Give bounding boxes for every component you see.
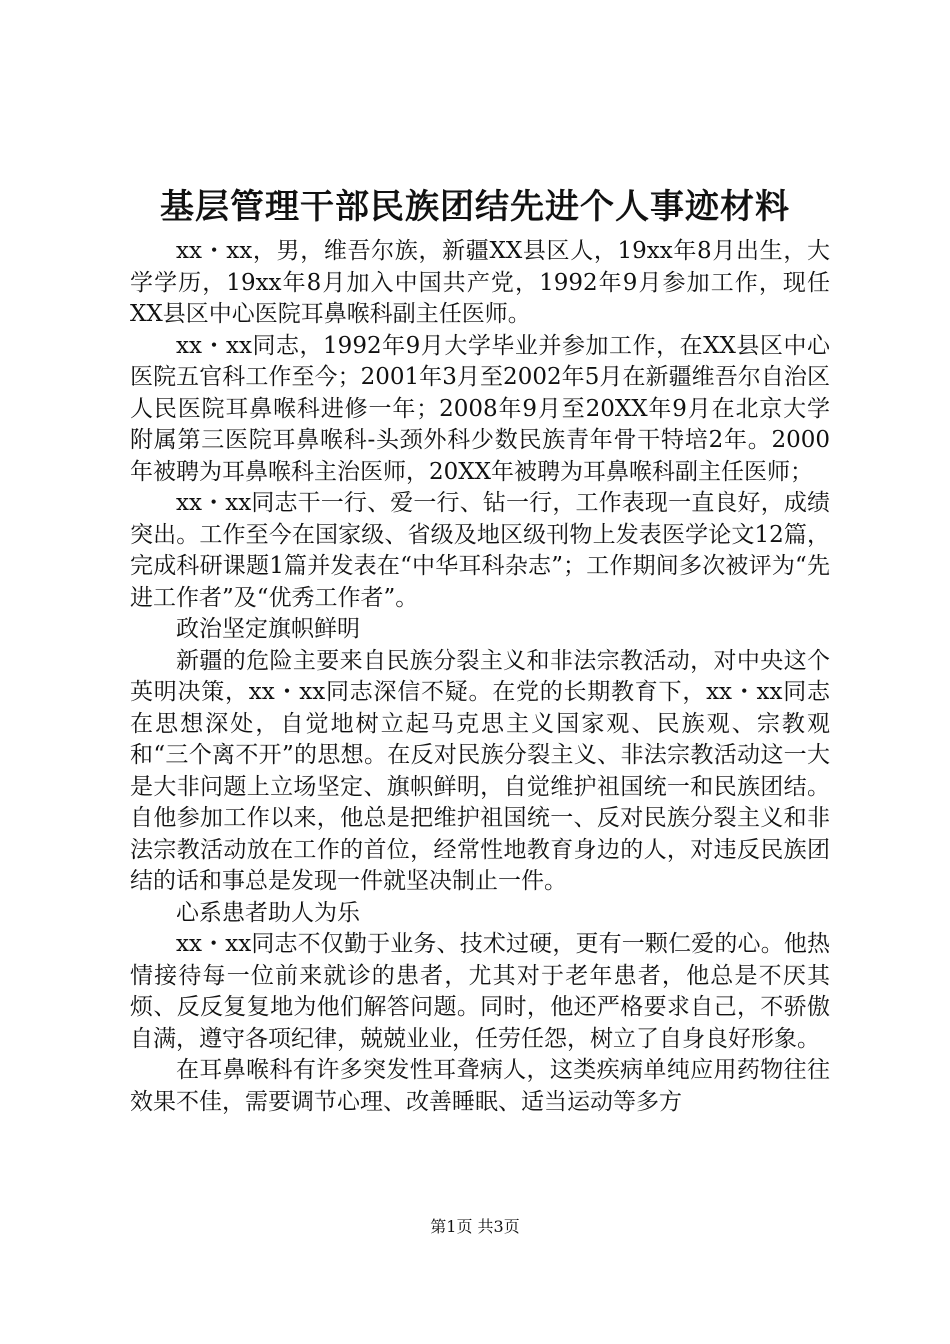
paragraph-basic-info: xx・xx，男，维吾尔族，新疆XX县区人，19xx年8月出生，大学学历，19xx年8月加入中国共产党，1992年9月参加工作，现任XX县区中心医院耳鼻喉科副主任医师。 [130, 238, 830, 327]
paragraph-achievements: xx・xx同志干一行、爱一行、钻一行，工作表现一直良好，成绩突出。工作至今在国家级、省级及地区级刊物上发表医学论文12篇，完成科研课题1篇并发表在“中华耳科杂志”；工作期间多次被评为“先进工作者”及“优秀工作者”。 [130, 490, 830, 611]
section-heading-political: 政治坚定旗帜鲜明 [176, 616, 360, 642]
section-heading-patients: 心系患者助人为乐 [176, 899, 360, 926]
paragraph-political: 新疆的危险主要来自民族分裂主义和非法宗教活动，对中央这个英明决策，xx・xx同志深信不疑。在党的长期教育下，xx・xx同志在思想深处，自觉地树立起马克思主义国家观、民族观、宗教观和“三个离不开”的思想。在反对民族分裂主义、非法宗教活动这一大是大非问题上立场坚定、旗帜鲜明，自觉维护祖国统一和民族团结。自他参加工作以来，他总是把维护祖国统一、反对民族分裂主义和非法宗教活动放在工作的首位，经常性地教育身边的人，对违反民族团结的话和事总是发现一件就坚决制止一件。 [130, 647, 830, 894]
paragraph-patients: xx・xx同志不仅勤于业务、技术过硬，更有一颗仁爱的心。他热情接待每一位前来就诊的患者，尤其对于老年患者，他总是不厌其烦、反反复复地为他们解答问题。同时，他还严格要求自己，不骄傲自满，遵守各项纪律，兢兢业业，任劳任怨，树立了自身良好形象。 [130, 931, 830, 1052]
paragraph-hearing-loss: 在耳鼻喉科有许多突发性耳聋病人，这类疾病单纯应用药物往往效果不佳，需要调节心理、改善睡眠、适当运动等多方 [130, 1057, 830, 1115]
page-footer: 第1页 共3页 [430, 1217, 520, 1236]
paragraph-work-history: xx・xx同志，1992年9月大学毕业并参加工作，在XX县区中心医院五官科工作至今；2001年3月至2002年5月在新疆维吾尔自治区人民医院耳鼻喉科进修一年；2008年9月至20XX年9月在北京大学附属第三医院耳鼻喉科-头颈外科少数民族青年骨干特培2年。2000年被聘为耳鼻喉科主治医师，20XX年被聘为耳鼻喉科副主任医师； [130, 332, 830, 485]
document-body [130, 236, 830, 1118]
document-title: 基层管理干部民族团结先进个人事迹材料 [160, 187, 790, 227]
